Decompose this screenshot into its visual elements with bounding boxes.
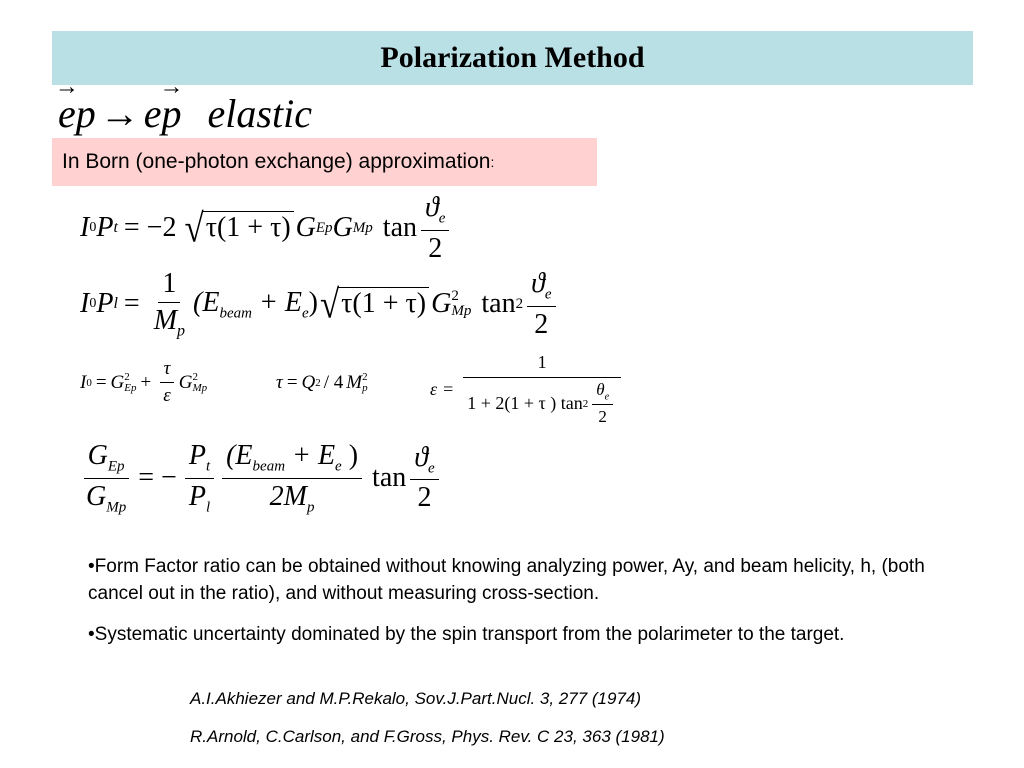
- vector-e: → e: [58, 90, 76, 137]
- equation-tau: τ = Q 2 / 4 M 2 p: [276, 371, 368, 394]
- equation-epsilon: ε = 1 1 + 2(1 + τ ) tan 2 $\frac{\theta_e}{2}$: [430, 352, 625, 427]
- bullet-item: •Form Factor ratio can be obtained without knowing analyzing power, Ay, and beam helicity, h, (both cancel out in the ratio), and without measuring cross-section.: [88, 556, 925, 604]
- reaction-arrow: →: [99, 91, 140, 136]
- reaction-formula: → ep → e→ p elastic: [58, 90, 312, 137]
- equation-I0: I 0 = G 2 Ep + $\frac{\tau}{\varepsilon}$ G 2 Mp: [80, 358, 208, 406]
- born-approx-box: In Born (one-photon exchange) approximation :: [52, 138, 597, 186]
- reference-2: R.Arnold, C.Carlson, and F.Gross, Phys. Rev. C 23, 363 (1981): [190, 727, 665, 746]
- vector-p: → p: [162, 90, 182, 137]
- born-text: In Born (one-photon exchange) approximation: [62, 150, 491, 173]
- reference-1: A.I.Akhiezer and M.P.Rekalo, Sov.J.Part.Nucl. 3, 277 (1974): [190, 689, 642, 708]
- bullet-list: [88, 553, 958, 662]
- equation-transverse: I 0 P t = −2 √ τ(1 + τ) G Ep G Mp tan $\frac{ϑ_e}{2}$: [80, 192, 453, 265]
- bullet-item: •Systematic uncertainty dominated by the spin transport from the polarimeter to the target.: [88, 624, 845, 645]
- equation-ratio: $\frac{G_{Ep}}{G_{Mp}}$ = − $\frac{P_t}{P_l}$ $\frac{(E_{beam} + E_e )}{2M_p}$ tan $\frac{ϑ_e}{2}$: [82, 440, 443, 516]
- equation-longitudinal: I 0 P l = $\frac{1}{M_p}$ $(E_{beam} + E_e)$ √ τ(1 + τ) G 2 Mp tan 2 $\frac{ϑ_e}{2}$: [80, 268, 560, 341]
- reaction-label: elastic: [207, 91, 312, 136]
- title-bar: [52, 31, 973, 85]
- slide-title: Polarization Method: [380, 41, 645, 74]
